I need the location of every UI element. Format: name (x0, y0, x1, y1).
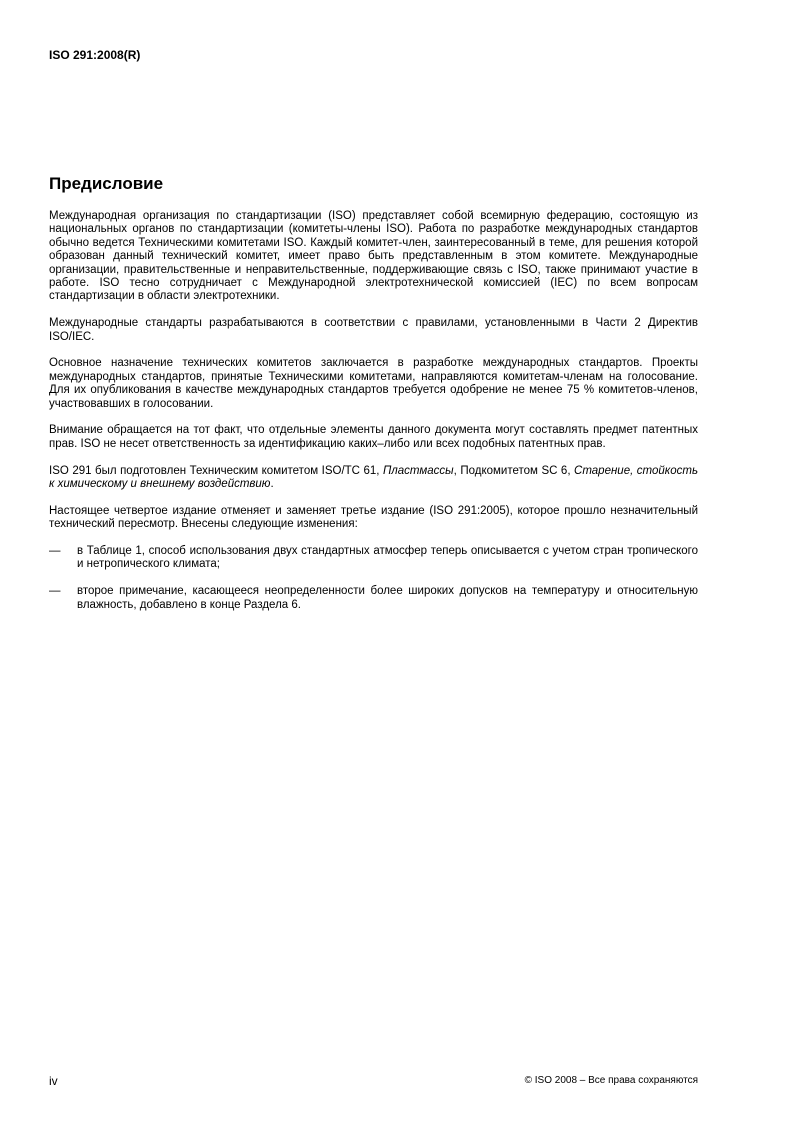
paragraph-standards-rules: Международные стандарты разрабатываются в соответствии с правилами, установленными в Части 2 Директив ISO/IEC. (49, 317, 698, 343)
paragraph-iso-organization: Международная организация по стандартизации (ISO) представляет собой всемирную федерацию, состоящую из национальных органов по стандартизации (комитеты-члены ISO). Работа по разработке международных стандартов обычно ведется Техническими комитетами ISO. Каждый комитет-член, заинтересованный в теме, для решения которой образован данный технический комитет, имеет право быть представленным в этом комитете. Международные организации, правительственные и неправительственные, поддерживающие связь с ISO, также принимают участие в работе. ISO тесно сотрудничает с Международной электротехнической комиссией (IEC) по всем вопросам стандартизации в области электротехники. (49, 210, 698, 303)
paragraph-prepared-by (49, 465, 698, 492)
dash-marker: — (49, 545, 61, 558)
prepared-by-text-2: , Подкомитетом SC 6, (453, 464, 575, 477)
paragraph-patent-notice: Внимание обращается на тот факт, что отдельные элементы данного документа могут составлять предмет патентных прав. ISO не несет ответственность за идентификацию каких–либо или всех подобных патентных прав. (49, 424, 698, 450)
list-item (49, 545, 698, 572)
copyright-notice: © ISO 2008 – Все права сохраняются (524, 1075, 698, 1086)
paragraph-edition-note: Настоящее четвертое издание отменяет и заменяет третье издание (ISO 291:2005), которое прошло незначительный технический пересмотр. Внесены следующие изменения: (49, 504, 698, 531)
changes-list (49, 545, 698, 612)
page-number: iv (49, 1074, 58, 1088)
document-body (49, 210, 698, 625)
document-id-header: ISO 291:2008(R) (49, 48, 141, 62)
prepared-by-text-1: ISO 291 был подготовлен Техническим комитетом ISO/TC 61, (49, 464, 383, 477)
paragraph-committee-purpose: Основное назначение технических комитетов заключается в разработке международных стандартов. Проекты международных стандартов, принятые Техническими комитетами, направляются комитетам-членам на голосование. Для их опубликования в качестве международных стандартов требуется одобрение не менее 75 % комитетов-членов, участвовавших в голосовании. (49, 357, 698, 410)
page-title: Предисловие (49, 174, 164, 193)
list-item-text: в Таблице 1, способ использования двух стандартных атмосфер теперь описывается с учетом стран тропического и нетропического климата; (77, 545, 698, 571)
subcommittee-name-italic: Старение, стойкость к химическому и внешнему воздействию (49, 464, 698, 491)
list-item-text: второе примечание, касающееся неопределенности более широких допусков на температуру и относительную влажность, добавлено в конце Раздела 6. (77, 585, 698, 611)
committee-name-italic: Пластмассы (382, 464, 454, 477)
list-item (49, 585, 698, 612)
dash-marker: — (49, 585, 61, 598)
prepared-by-text-3: . (270, 478, 274, 491)
